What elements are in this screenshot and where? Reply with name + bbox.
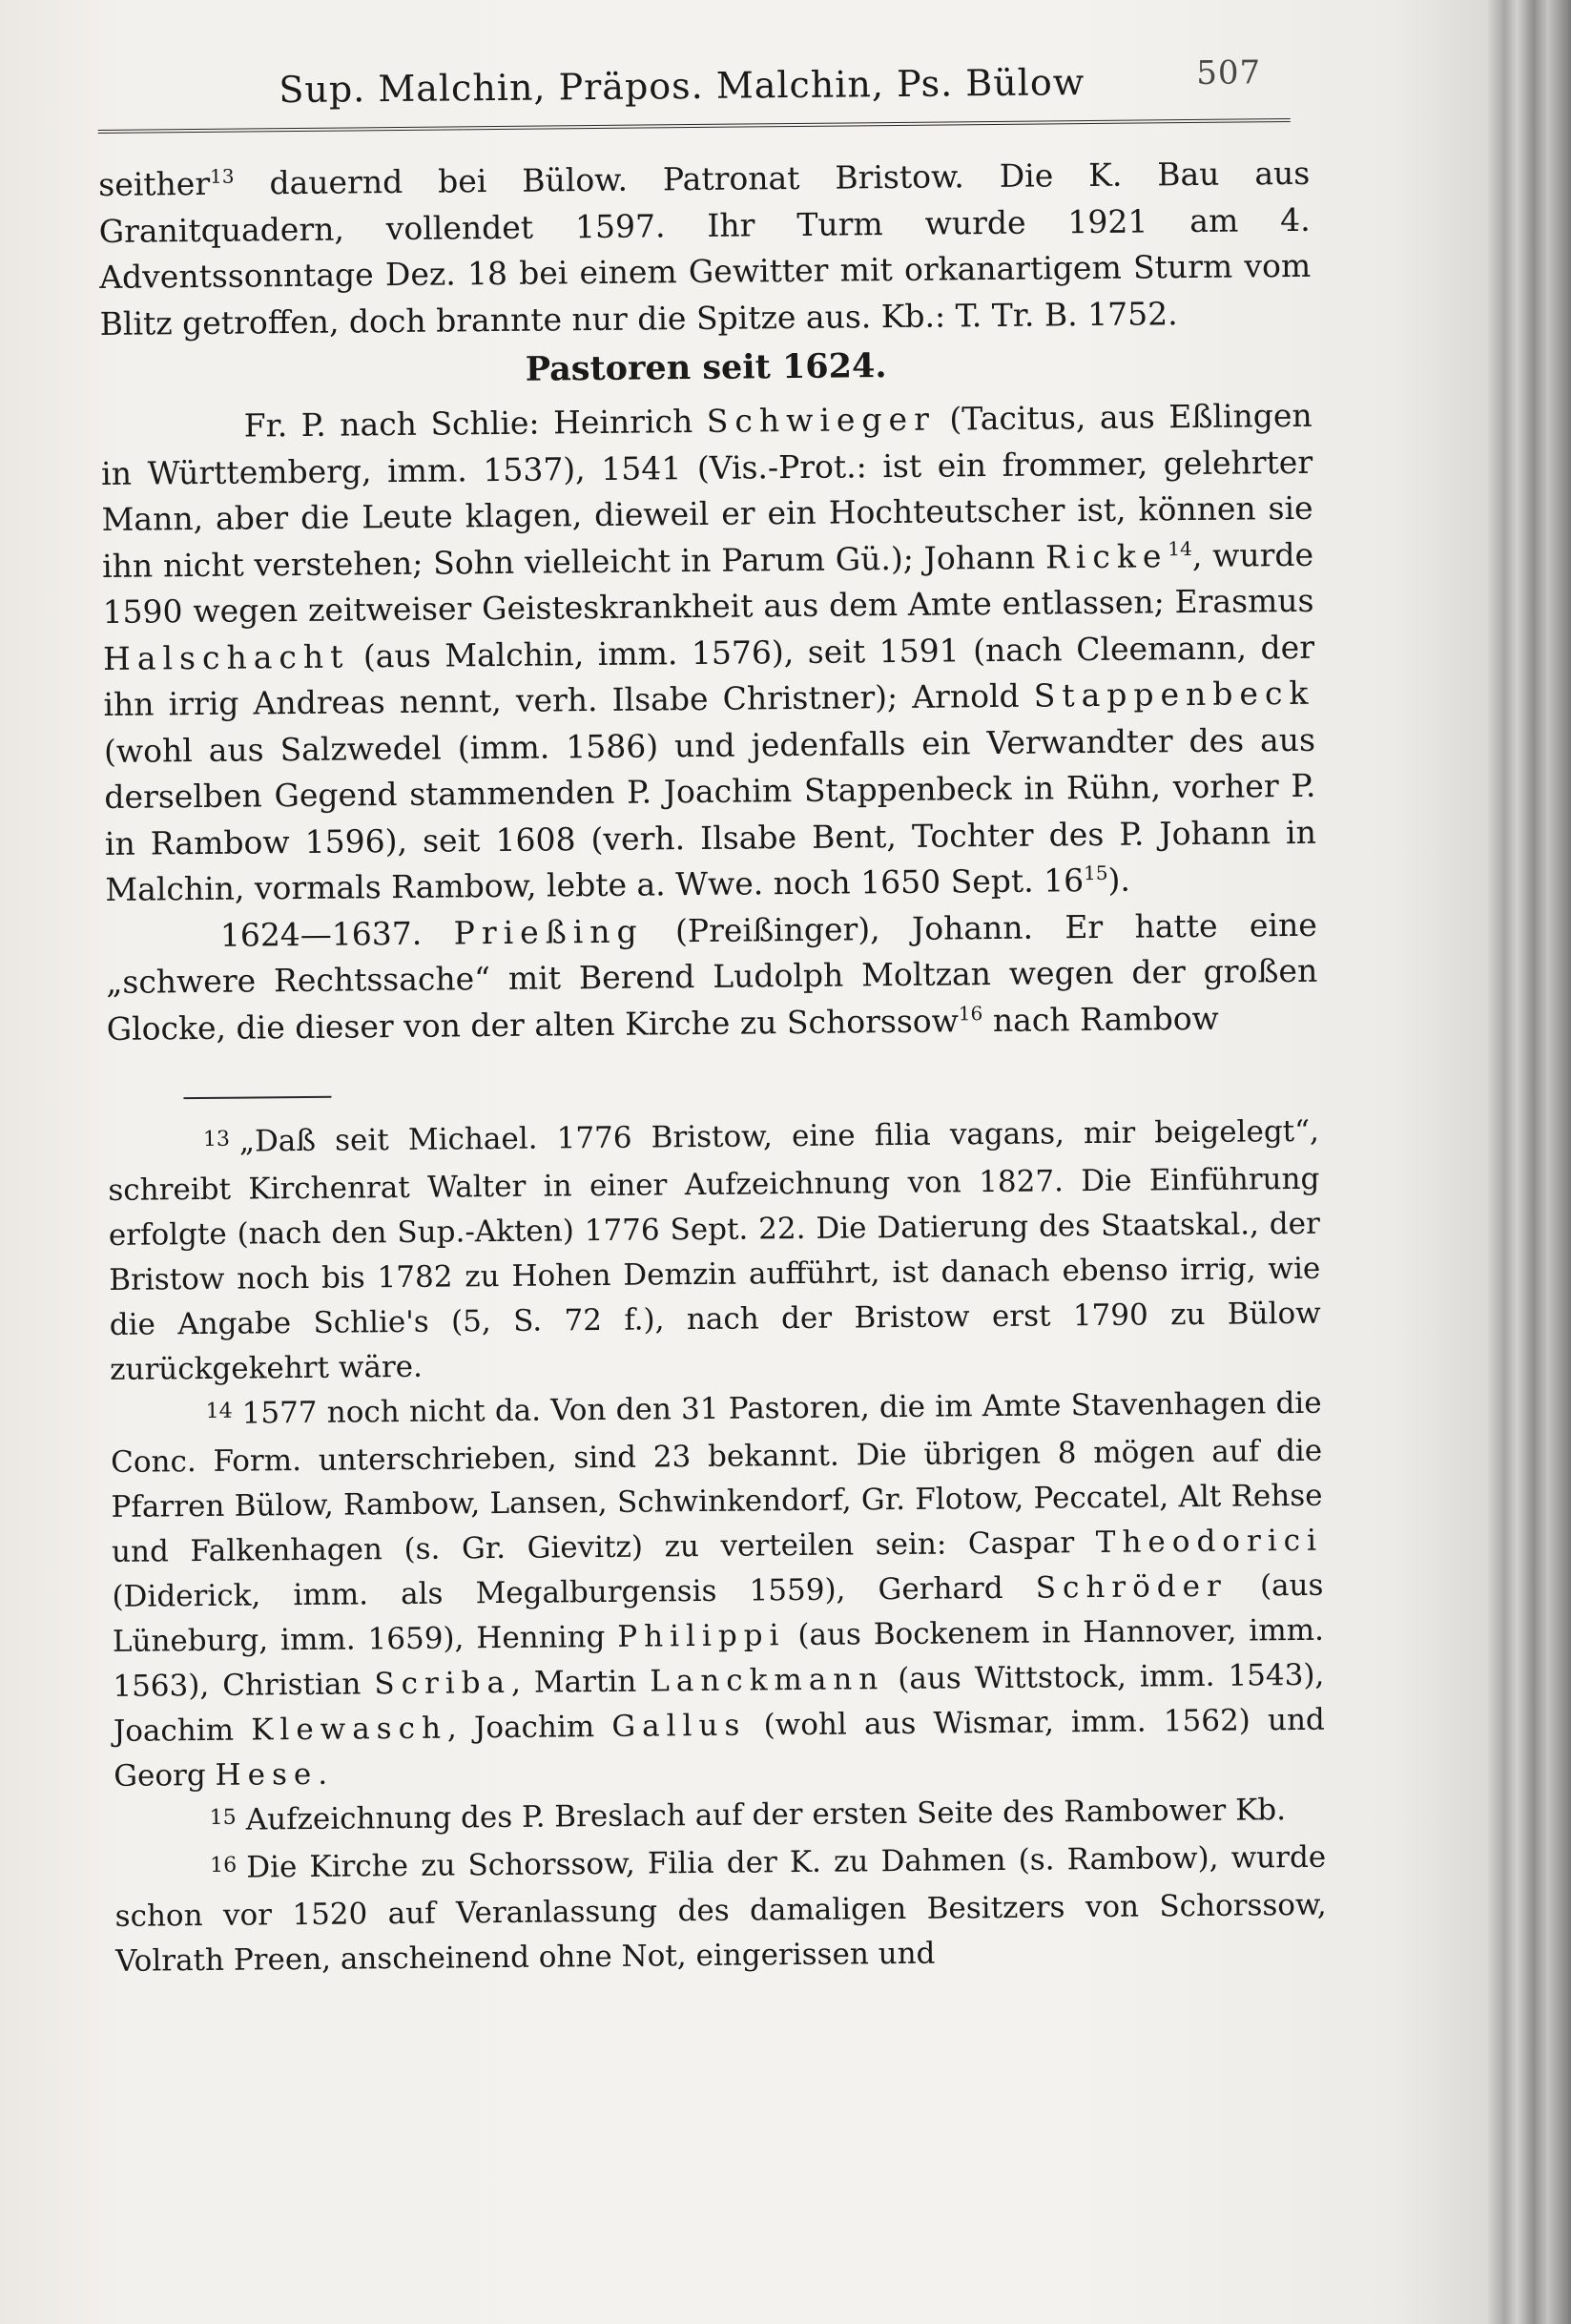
footnote-14: 14 1577 noch nicht da. Von den 31 Pastoren, die im Amte Stavenhagen die Conc. Form. unterschrieben, sind 23 bekannt. Die übrigen 8 mögen auf die Pfarren Bülow, Rambow, Lansen, Schwinkendorf, Gr. Flotow, Peccatel, Alt Rehse und Falkenhagen (s. Gr. Gievitz) zu verteilen sein: Caspar Theodorici (Diderick, imm. als Megalburgensis 1559), Gerhard Schröder (aus Lüneburg, imm. 1659), Henning Philippi (aus Bockenem in Hannover, imm. 1563), Christian Scriba, Martin Lanckmann (aus Wittstock, imm. 1543), Joachim Klewasch, Joachim Gallus (wohl aus Wismar, imm. 1562) und Georg Hese. (110, 1385, 1325, 1794)
intro-paragraph: seither$^{13}$ dauernd bei Bülow. Patronat Bristow. Die K. Bau aus Granitquadern, vollendet 1597. Ihr Turm wurde 1921 am 4. Adventssonntage Dez. 18 bei einem Gewitter mit orkanartigem Sturm vom Blitz getroffen, doch brannte nur die Spitze aus. Kb.: T. Tr. B. 1752. (98, 154, 1312, 342)
footnote-ref-16: 16 (958, 1001, 983, 1025)
footnote-16: 16 Die Kirche zu Schorssow, Filia der K. zu Dahmen (s. Rambow), wurde schon vor 1520 auf Veranlassung des damaligen Besitzers von Schorssow, Volrath Preen, anscheinend ohne Not, eingerissen und (114, 1839, 1327, 1979)
page-content (97, 46, 1327, 1984)
name-spaced: Stappenbeck (1033, 674, 1315, 715)
priessing-paragraph: 1624—1637. Prießing (Preißinger), Johann. Er hatte eine „schwere Rechtssache“ mit Berend Ludolph Moltzan wegen der großen Glocke, die dieser von der alten Kirche zu Schorssow$^{16}$ nach Rambow (106, 905, 1318, 1048)
footnote-rule (183, 1096, 331, 1099)
section-heading: Pastoren seit 1624. (525, 346, 887, 389)
book-gutter (1488, 0, 1571, 2324)
name-spaced: Ricke (1044, 536, 1168, 575)
name-spaced: Prießing (453, 912, 644, 951)
pastors-paragraph: Fr. P. nach Schlie: Heinrich Schwieger (Tacitus, aus Eßlingen in Württemberg, imm. 1537), 1541 (Vis.-Prot.: ist ein frommer, gelehrter Mann, aber die Leute klagen, dieweil er ein Hochteutscher ist, können sie ihn nicht verstehen; Sohn vielleicht in Parum Gü.); Johann Ricke$^{14}$, wurde 1590 wegen zeitweiser Geisteskrankheit aus dem Amte entlassen; Erasmus Halschacht (aus Malchin, imm. 1576), seit 1591 (nach Cleemann, der ihn irrig Andreas nennt, verh. Ilsabe Christner); Arnold Stappenbeck (wohl aus Salzwedel (imm. 1586) und jedenfalls ein Verwandter des aus derselben Gegend stammenden P. Joachim Stappenbeck in Rühn, vorher P. in Rambow 1596), seit 1608 (verh. Ilsabe Bent, Tochter des P. Johann in Malchin, vormals Rambow, lebte a. Wwe. noch 1650 Sept. $16^{15}$). (100, 396, 1317, 908)
footnote-ref-14: 14 (1168, 536, 1192, 560)
footnote-ref-15: 15 (1083, 861, 1108, 885)
running-header (97, 46, 1310, 124)
name-spaced: Halschacht (102, 636, 350, 677)
header-title: Sup. Malchin, Präpos. Malchin, Ps. Bülow (279, 61, 1085, 112)
footnote-15: 15 Aufzeichnung des P. Breslach auf der ersten Seite des Rambower Kb. (209, 1793, 1287, 1837)
footnote-13: 13 „Daß seit Michael. 1776 Bristow, eine filia vagans, mir beigelegt“, schreibt Kirchenrat Walter in einer Aufzeichnung von 1827. Die Einführung erfolgte (nach den Sup.-Akten) 1776 Sept. 22. Die Datierung des Staatskal., der Bristow noch bis 1782 zu Hohen Demzin aufführt, ist danach ebenso irrig, wie die Angabe Schlie's (5, S. 72 f.), nach der Bristow erst 1790 zu Bülow zurückgekehrt wäre. (108, 1113, 1321, 1387)
name-spaced: Schwieger (706, 400, 937, 440)
footnote-ref-13: 13 (209, 164, 235, 188)
page-number: 507 (1196, 53, 1262, 93)
